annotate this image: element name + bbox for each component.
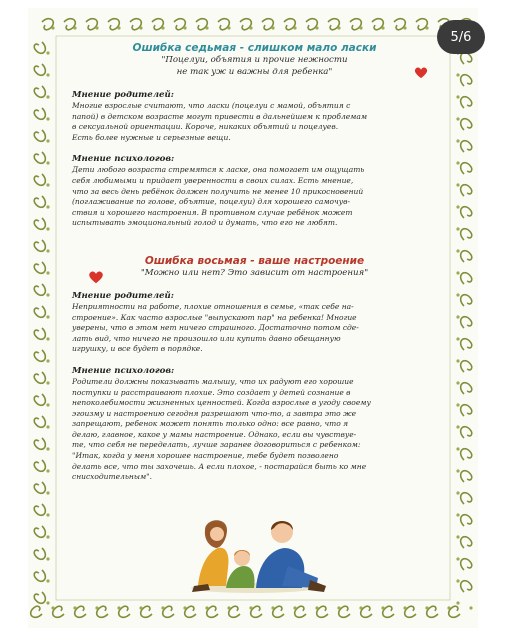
text-line: что за весь день ребёнок должен получить не менее 10 прикосновений <box>72 186 364 196</box>
text-line: те, что себя не переделать, лучше заранее договориться с ребенком: <box>72 440 361 450</box>
mistake-7-psych-heading: Мнение психологов: <box>72 154 175 165</box>
text-line: непоколебимости жизненных ценностей. Когда взрослые в угоду своему <box>72 398 371 408</box>
text-line: уверены, что в этом нет ничего страшного. Достаточно потом сде- <box>72 323 359 333</box>
text-line: делаю, главное, какое у мамы настроение. Однако, если вы чувствуе- <box>72 429 357 439</box>
text-line: Родители должны показывать малышу, что их радуют его хорошие <box>72 376 354 386</box>
mistake-7-quote-line-2: не так уж и важны для ребенка" <box>176 67 333 77</box>
text-line: Есть более нужные и серьезные вещи. <box>72 132 231 142</box>
text-line: испытывать эмоциональный голод и думать, что его не любят. <box>72 218 338 228</box>
mistake-7-parents-heading: Мнение родителей: <box>72 90 174 100</box>
text-line: Неприятности на работе, плохие отношения в семье, «так себе на- <box>72 301 354 311</box>
text-line: эгоизму и настроению сегодня разрешают что-то, а завтра это же <box>72 408 357 418</box>
text-line: строение». Как часто взрослые "выпускают пар" на ребенка! Многие <box>72 312 357 322</box>
text-line: папой) в детском возрасте могут привести в дальнейшем к проблемам <box>72 111 368 121</box>
mistake-8-title: Ошибка восьмая - ваше настроение <box>144 254 365 267</box>
text-line: запрещают, ребенок может понять только одно: все равно, что я <box>72 419 349 429</box>
heart-icon <box>88 270 104 284</box>
mistake-8-quote: "Можно или нет? Это зависит от настроения" <box>140 267 369 278</box>
mistake-8-parents-text <box>72 302 437 355</box>
mistake-7-parents-text <box>72 101 437 143</box>
mistake-8-section <box>72 255 437 483</box>
text-line: (поглаживание по голове, объятие, поцелуи) для хорошего самочув- <box>72 197 350 207</box>
mistake-8-parents-heading: Мнение родителей: <box>72 290 174 301</box>
text-line: делать все, что ты захочешь. А если плохое, - постарайся быть ко мне <box>72 461 367 471</box>
text-line: лать вид, что ничего не произошло или купить давно обещанную <box>72 333 341 343</box>
text-line: себя любимыми и придает уверенности в своих силах. Есть мнение, <box>72 175 354 185</box>
mistake-7-quote-line-1: "Поцелуи, объятия и прочие нежности <box>161 55 348 65</box>
text-line: ствия и хорошего настроения. В противном случае ребёнок может <box>72 207 353 217</box>
document-page <box>28 8 478 628</box>
document-content <box>72 42 437 483</box>
page-counter-badge: 5/6 <box>437 20 485 54</box>
text-line: игрушку, и все будет в порядке. <box>72 344 203 354</box>
family-illustration <box>178 508 328 594</box>
mistake-7-title: Ошибка седьмая - слишком мало ласки <box>132 42 377 54</box>
mistake-7-psych-text <box>72 165 437 229</box>
text-line: снисходительным". <box>72 472 153 482</box>
text-line: Многие взрослые считают, что ласки (поцелуи с мамой, объятия с <box>72 101 351 110</box>
mistake-8-psych-heading: Мнение психологов: <box>72 365 175 376</box>
heart-icon <box>414 66 428 79</box>
text-line: поступки и расстраивают плохие. Это создает у детей сознание в <box>72 387 351 397</box>
text-line: "Итак, когда у меня хорошее настроение, тебе будет позволено <box>72 451 339 461</box>
text-line: в сексуальной ориентации. Короче, никаких объятий и поцелуев. <box>72 122 339 132</box>
mistake-8-psych-text <box>72 377 437 483</box>
text-line: Дети любого возраста стремятся к ласке, она помогает им ощущать <box>72 165 365 175</box>
mistake-7-section <box>72 42 437 229</box>
